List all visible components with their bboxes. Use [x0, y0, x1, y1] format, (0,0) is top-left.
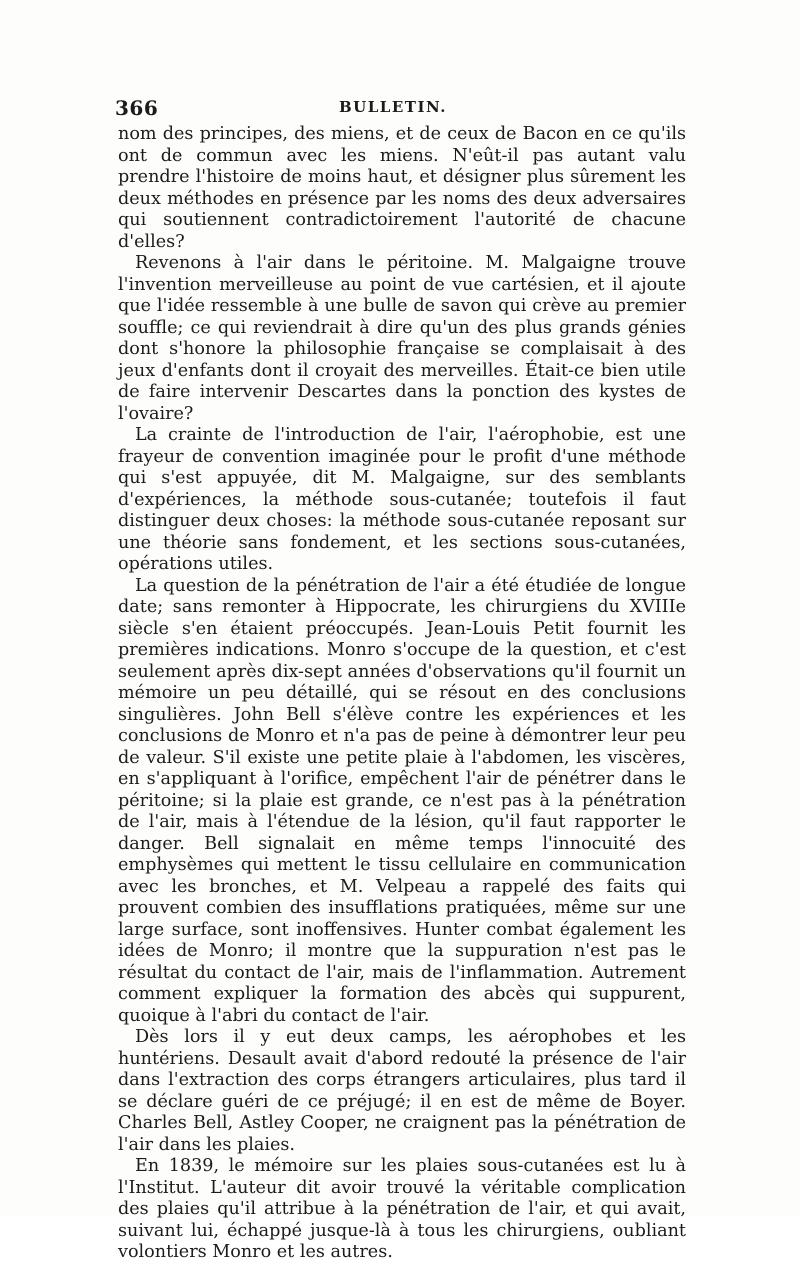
paragraph-aerophobie: La crainte de l'introduction de l'air, l'aérophobie, est une frayeur de convention imaginée pour le profit d'une méthode qui s'est appuyée, dit M. Malgaigne, sur des semblants d'expériences, la méthode sous-cutanée; toutefois il faut distinguer deux choses: la méthode sous-cutanée reposant sur une théorie sans fondement, et les sections sous-cutanées, opérations utiles.	[118, 425, 686, 574]
paragraph-air-peritoine: Revenons à l'air dans le péritoine. M. Malgaigne trouve l'invention merveilleuse au point de vue cartésien, et il ajoute que l'idée ressemble à une bulle de savon qui crève au premier souffle; ce qui reviendrait à dire qu'un des plus grands génies dont s'honore la philosophie française se complaisait à des jeux d'enfants dont il croyait des merveilles. Était-ce bien utile de faire intervenir Descartes dans la ponction des kystes de l'ovaire?	[118, 253, 686, 424]
paragraph-penetration-history: La question de la pénétration de l'air a été étudiée de longue date; sans remonter à Hippocrate, les chirurgiens du XVIIIe siècle s'en étaient préoccupés. Jean-Louis Petit fournit les premières indications. Monro s'occupe de la question, et c'est seulement après dix-sept années d'observations qu'il fournit un mémoire un peu détaillé, qui se résout en des conclusions singulières. John Bell s'élève contre les expériences et les conclusions de Monro et n'a pas de peine à démontrer leur peu de valeur. S'il existe une petite plaie à l'abdomen, les viscères, en s'appliquant à l'orifice, empêchent l'air de pénétrer dans le péritoine; si la plaie est grande, ce n'est pas à la pénétration de l'air, mais à l'étendue de la lésion, qu'il faut rapporter le danger. Bell signalait en même temps l'innocuité des emphysèmes qui mettent le tissu cellulaire en communication avec les bronches, et M. Velpeau a rappelé des faits qui prouvent combien des insufflations pratiquées, même sur une large surface, sont inoffensives. Hunter combat également les idées de Monro; il montre que la suppuration n'est pas le résultat du contact de l'air, mais de l'inflammation. Autrement comment expliquer la formation des abcès qui suppurent, quoique à l'abri du contact de l'air.	[118, 575, 686, 1026]
body-text	[118, 124, 686, 1264]
paragraph-two-camps: Dès lors il y eut deux camps, les aérophobes et les huntériens. Desault avait d'abord redouté la présence de l'air dans l'extraction des corps étrangers articulaires, plus tard il se déclare guéri de ce préjugé; il en est de même de Boyer. Charles Bell, Astley Cooper, ne craignent pas la pénétration de l'air dans les plaies.	[118, 1027, 686, 1155]
paragraph-continuation: nom des principes, des miens, et de ceux de Bacon en ce qu'ils ont de commun avec les miens. N'eût-il pas autant valu prendre l'histoire de moins haut, et désigner plus sûrement les deux méthodes en présence par les noms des deux adversaires qui soutiennent contradictoirement l'autorité de chacune d'elles?	[118, 124, 686, 252]
page-number: 366	[115, 96, 159, 120]
running-head: BULLETIN.	[339, 98, 447, 116]
paragraph-1839-memoire: En 1839, le mémoire sur les plaies sous-cutanées est lu à l'Institut. L'auteur dit avoir trouvé la véritable complication des plaies qu'il attribue à la pénétration de l'air, et qui avait, suivant lui, échappé jusque-là à tous les chirurgiens, oubliant volontiers Monro et les autres.	[118, 1156, 686, 1262]
page-header	[115, 96, 686, 120]
